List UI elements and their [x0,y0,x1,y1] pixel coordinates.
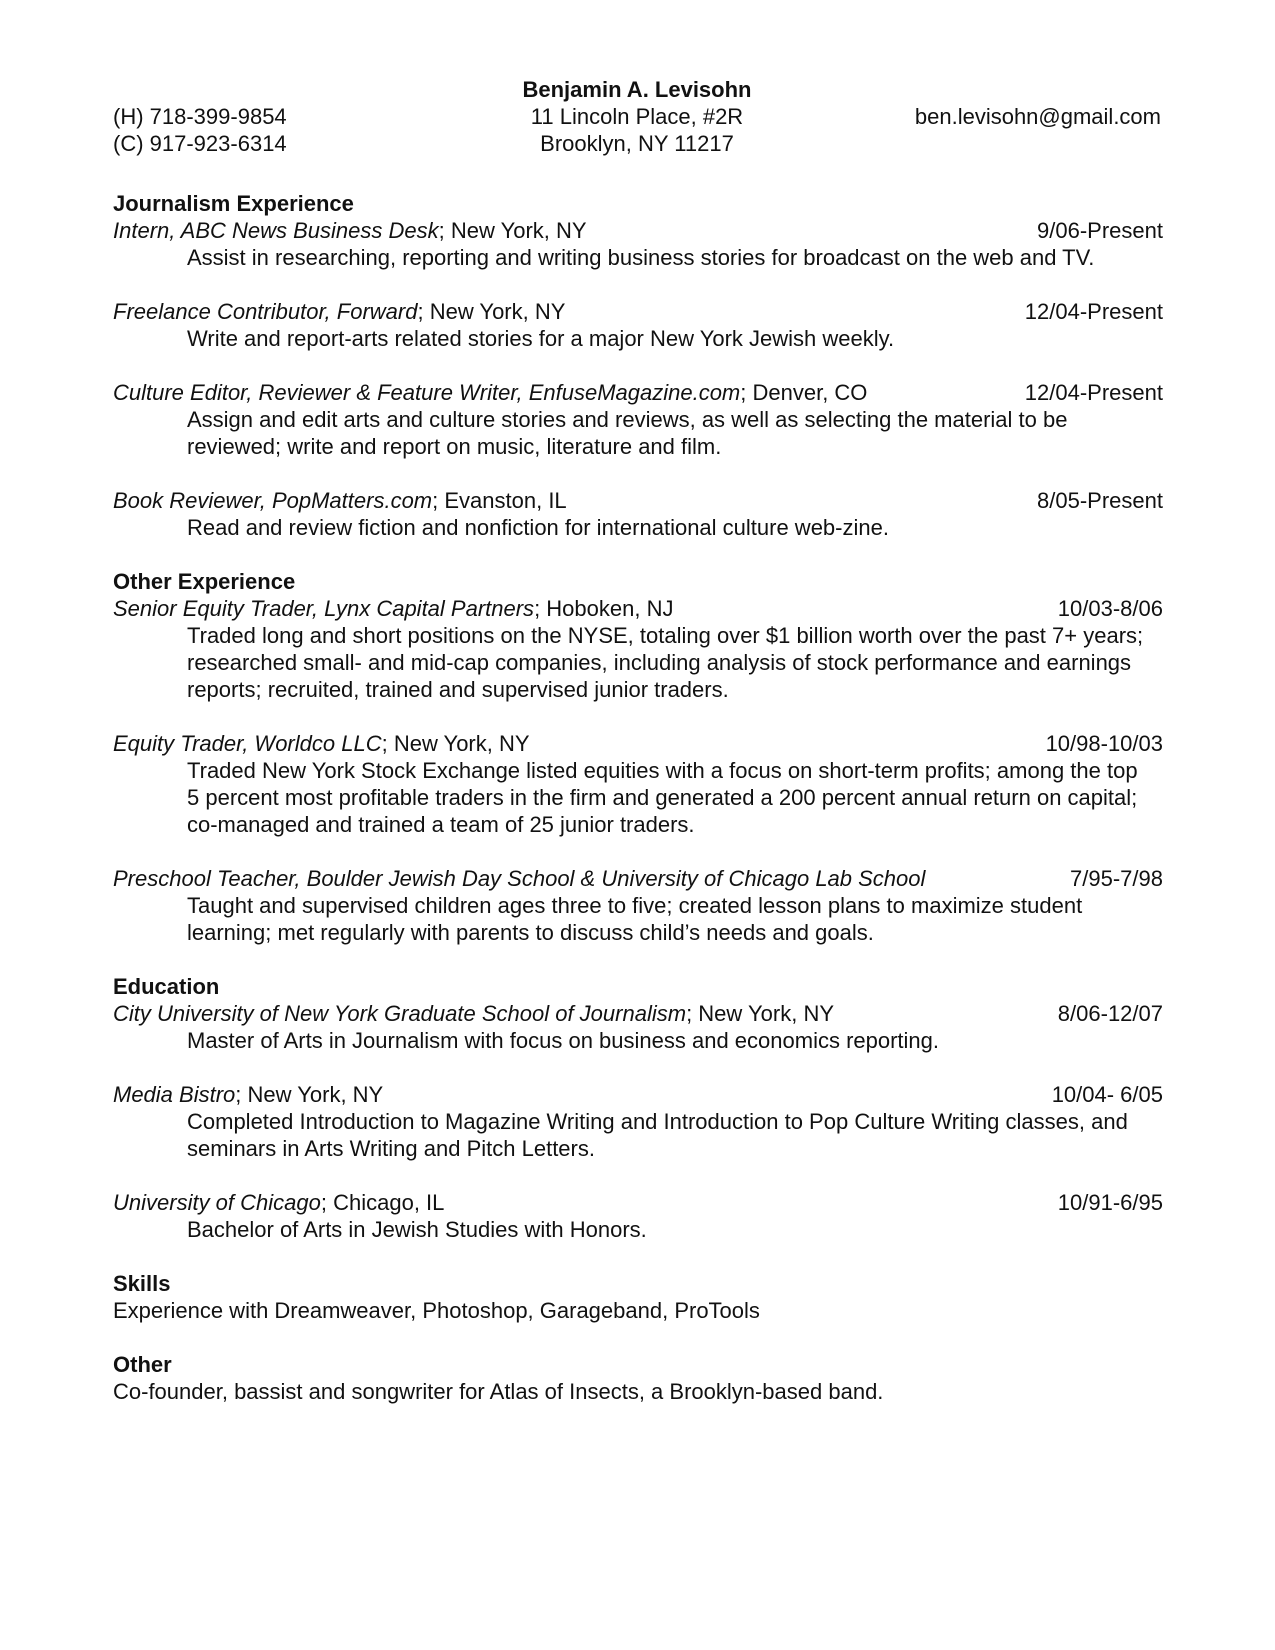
entry-date: 10/91-6/95 [1057,1190,1163,1215]
entry-role: Culture Editor, Reviewer & Feature Writer, EnfuseMagazine.com [113,380,741,405]
phone-cell: (C) 917-923-6314 [113,131,287,156]
section-title: Other [113,1352,172,1377]
entry-heading [113,730,530,757]
address-line-2: Brooklyn, NY 11217 [540,131,734,156]
entry-role: Freelance Contributor, Forward [113,299,418,324]
section-title: Journalism Experience [113,191,354,216]
entry-list [113,1000,1163,1243]
entry-description: Bachelor of Arts in Jewish Studies with Honors. [187,1217,647,1242]
entry-heading [113,865,925,892]
entry-location: ; New York, NY [417,299,566,324]
entry-description: Assign and edit arts and culture stories and reviews, as well as selecting the material to be reviewed; write and report on music, literature and film. [187,407,1068,459]
entry-heading [113,595,673,622]
entry-description: Traded long and short positions on the NYSE, totaling over $1 billion worth over the past 7+ years; researched small- and mid-cap companies, including analysis of stock performance and earnings reports; recruited, trained and supervised junior traders. [187,623,1144,702]
entry-role: Senior Equity Trader, Lynx Capital Partners [113,596,535,621]
entry-location: ; New York, NY [235,1082,384,1107]
entry-role: Book Reviewer, PopMatters.com [113,488,433,513]
entry-heading [113,1000,834,1027]
entry-header [113,1081,1163,1108]
entry-header [113,379,1163,406]
entry-description: Completed Introduction to Magazine Writing and Introduction to Pop Culture Writing classes, and seminars in Arts Writing and Pitch Letters. [187,1109,1128,1161]
entry-date: 8/06-12/07 [1057,1001,1163,1026]
entry-header [113,595,1163,622]
address-line-1: 11 Lincoln Place, #2R [530,104,744,129]
entry-header [113,298,1163,325]
entry-location: ; Chicago, IL [320,1190,445,1215]
entry-description: Traded New York Stock Exchange listed equities with a focus on short-term profits; among the top 5 percent most profitable traders in the firm and generated a 200 percent annual return on capital; co-managed and trained a team of 25 junior traders. [187,758,1138,837]
candidate-name: Benjamin A. Levisohn [522,77,752,102]
phone-home: (H) 718-399-9854 [113,104,287,129]
entry-description: Master of Arts in Journalism with focus on business and economics reporting. [187,1028,940,1053]
resume-entry [113,595,1163,703]
entry-role: Media Bistro [113,1082,236,1107]
entry-header [113,730,1163,757]
entry-date: 12/04-Present [1024,380,1163,405]
section-title: Other Experience [113,569,296,594]
entry-heading [113,1081,383,1108]
entry-role: City University of New York Graduate School of Journalism [113,1001,687,1026]
resume-entry [113,379,1163,460]
entry-description: Read and review fiction and nonfiction for international culture web-zine. [187,515,889,540]
entry-header [113,1000,1163,1027]
other-text: Co-founder, bassist and songwriter for Atlas of Insects, a Brooklyn-based band. [113,1379,884,1404]
entry-role: Preschool Teacher, Boulder Jewish Day School & University of Chicago Lab School [113,866,926,891]
entry-date: 8/05-Present [1037,488,1163,513]
entry-date: 10/03-8/06 [1057,596,1163,621]
entry-heading [113,298,565,325]
resume-header [113,76,1161,160]
section-other [113,1351,1163,1405]
entry-role: Equity Trader, Worldco LLC [113,731,382,756]
entry-header [113,487,1163,514]
section-journalism [113,190,1163,541]
skills-text: Experience with Dreamweaver, Photoshop, Garageband, ProTools [113,1298,760,1323]
resume-entry [113,487,1163,541]
entry-date: 12/04-Present [1024,299,1163,324]
resume-body [113,190,1163,1432]
entry-list [113,217,1163,541]
section-other-experience [113,568,1163,946]
entry-header [113,1189,1163,1216]
entry-date: 10/04- 6/05 [1051,1082,1163,1107]
resume-entry [113,1189,1163,1243]
resume-entry [113,730,1163,838]
entry-description: Taught and supervised children ages three to five; created lesson plans to maximize student learning; met regularly with parents to discuss child’s needs and goals. [187,893,1083,945]
resume-entry [113,217,1163,271]
entry-date: 10/98-10/03 [1045,731,1163,756]
entry-location: ; New York, NY [381,731,530,756]
section-skills [113,1270,1163,1324]
entry-location: ; New York, NY [686,1001,835,1026]
entry-location: ; Denver, CO [740,380,868,405]
entry-role: Intern, ABC News Business Desk [113,218,439,243]
entry-heading [113,379,867,406]
resume-entry [113,865,1163,946]
entry-header [113,865,1163,892]
entry-heading [113,487,567,514]
entry-location: ; Evanston, IL [432,488,567,513]
entry-role: University of Chicago [113,1190,321,1215]
section-title: Education [113,974,220,999]
section-education [113,973,1163,1243]
resume-entry [113,1000,1163,1054]
section-title: Skills [113,1271,171,1296]
resume-entry [113,1081,1163,1162]
entry-list [113,595,1163,946]
entry-location: ; New York, NY [438,218,587,243]
entry-heading [113,217,587,244]
entry-description: Assist in researching, reporting and writing business stories for broadcast on the web and TV. [187,245,1095,270]
entry-location: ; Hoboken, NJ [534,596,674,621]
entry-date: 9/06-Present [1037,218,1163,243]
entry-description: Write and report-arts related stories for a major New York Jewish weekly. [187,326,895,351]
entry-heading [113,1189,444,1216]
email-address: ben.levisohn@gmail.com [914,104,1161,129]
entry-header [113,217,1163,244]
entry-date: 7/95-7/98 [1070,866,1163,891]
resume-entry [113,298,1163,352]
